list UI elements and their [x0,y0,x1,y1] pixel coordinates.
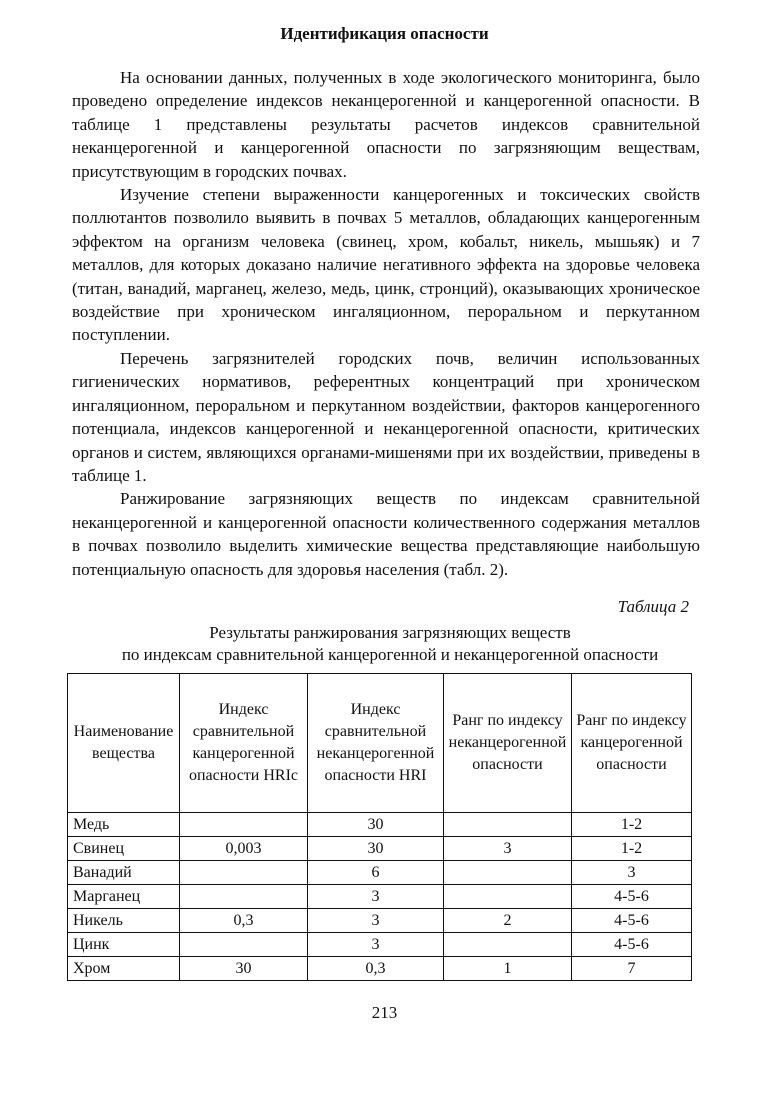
table-row [68,861,692,885]
cell-rank-carcinogenic: 7 [572,957,692,981]
table-header-row [68,674,692,813]
cell-substance: Хром [68,957,180,981]
table-row [68,909,692,933]
cell-hric: 0,3 [180,909,308,933]
page-number: 213 [371,1003,398,1022]
cell-hric [180,933,308,957]
header-hric: Индекс сравнительной канцерогенной опасности HRIc [180,674,308,813]
cell-rank-carcinogenic: 3 [572,861,692,885]
cell-hri: 3 [308,933,444,957]
cell-rank-carcinogenic: 1-2 [572,813,692,837]
paragraph-2: Изучение степени выраженности канцерогенных и токсических свойств поллютантов позволило выявить в почвах 5 металлов, обладающих канцерогенным эффектом на организм человека (свинец, хром, кобальт, никель, мышьяк) и 7 металлов, для которых доказано наличие негативного эффекта на здоровье человека (титан, ванадий, марганец, железо, медь, цинк, стронций), оказывающих хроническое воздействие при хроническом ингаляционном, пероральном и перкутанном поступлении. [72,185,700,345]
table-row [68,813,692,837]
cell-rank-noncarcinogenic: 3 [444,837,572,861]
cell-hri: 30 [308,837,444,861]
paragraph-4: Ранжирование загрязняющих веществ по индексам сравнительной неканцерогенной и канцерогенной опасности количественного содержания металлов в почвах позволило выделить химические вещества представляющие наибольшую потенциальную опасность для здоровья населения (табл. 2). [72,489,700,579]
cell-hric [180,885,308,909]
cell-substance: Марганец [68,885,180,909]
cell-rank-noncarcinogenic: 2 [444,909,572,933]
cell-substance: Медь [68,813,180,837]
table-row [68,933,692,957]
paragraph-3: Перечень загрязнителей городских почв, величин использованных гигиенических нормативов, референтных концентраций при хроническом ингаляционном, пероральном и перкутанном воздействии, факторов канцерогенного потенциала, индексов канцерогенной и неканцерогенной опасности, критических органов и систем, являющихся органами-мишенями при их воздействии, приведены в таблице 1. [72,348,700,485]
cell-substance: Свинец [68,837,180,861]
paragraph-1: На основании данных, полученных в ходе экологического мониторинга, было проведено определение индексов неканцерогенной и канцерогенной опасности. В таблице 1 представлены результаты расчетов индексов сравнительной неканцерогенной и канцерогенной опасности по загрязняющим веществам, присутствующим в городских почвах. [72,68,700,181]
cell-rank-noncarcinogenic: 1 [444,957,572,981]
cell-rank-carcinogenic: 4-5-6 [572,885,692,909]
cell-hri: 30 [308,813,444,837]
cell-rank-noncarcinogenic [444,861,572,885]
cell-hric: 30 [180,957,308,981]
caption-line-2: по индексам сравнительной канцерогенной и неканцерогенной опасности [121,645,659,664]
cell-rank-carcinogenic: 4-5-6 [572,909,692,933]
page-title: Идентификация опасности [280,24,489,43]
cell-hri: 6 [308,861,444,885]
table-row [68,837,692,861]
cell-hri: 0,3 [308,957,444,981]
cell-hric [180,861,308,885]
cell-rank-carcinogenic: 1-2 [572,837,692,861]
header-hri: Индекс сравнительной неканцерогенной опасности HRI [308,674,444,813]
cell-rank-noncarcinogenic [444,933,572,957]
table-caption [60,622,720,666]
cell-rank-noncarcinogenic [444,885,572,909]
cell-hri: 3 [308,885,444,909]
header-substance: Наименование вещества [68,674,180,813]
cell-substance: Ванадий [68,861,180,885]
header-rank-carcinogenic: Ранг по индексу канцерогенной опасности [572,674,692,813]
table-row [68,885,692,909]
cell-substance: Никель [68,909,180,933]
cell-rank-carcinogenic: 4-5-6 [572,933,692,957]
cell-hri: 3 [308,909,444,933]
cell-substance: Цинк [68,933,180,957]
table-row [68,957,692,981]
results-table [67,673,692,981]
header-rank-noncarcinogenic: Ранг по индексу неканцерогенной опасности [444,674,572,813]
cell-hric: 0,003 [180,837,308,861]
body-text [72,66,700,581]
cell-rank-noncarcinogenic [444,813,572,837]
table-label: Таблица 2 [617,597,689,616]
caption-line-1: Результаты ранжирования загрязняющих веществ [209,623,571,642]
cell-hric [180,813,308,837]
